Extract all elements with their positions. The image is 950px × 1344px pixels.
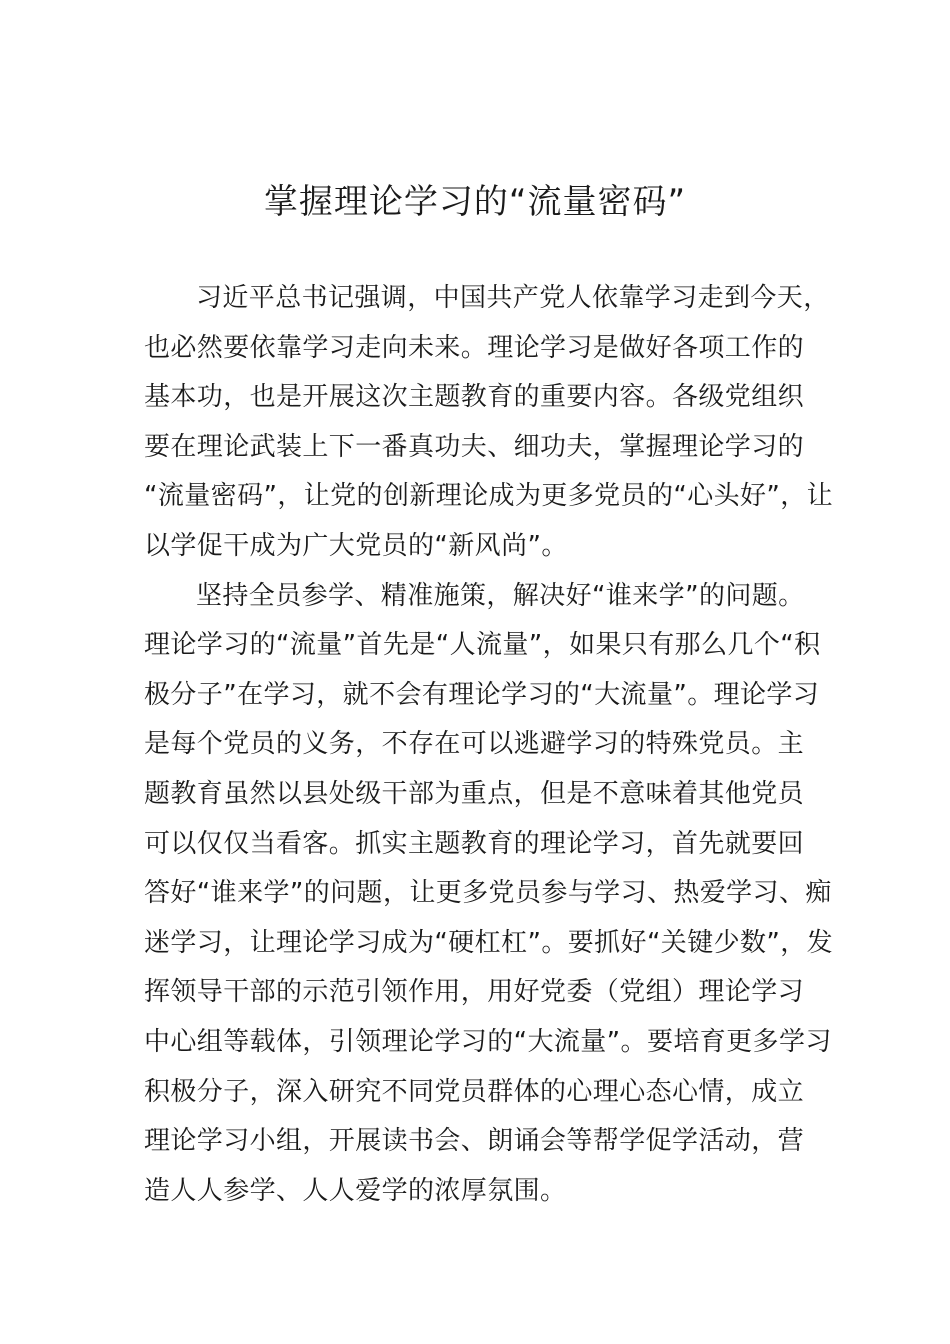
paragraph-2-line-1: 坚持全员参学、精准施策，解决好“谁来学”的问题。 [196, 580, 805, 611]
paragraph-2-line-12: 理论学习小组，开展读书会、朗诵会等帮学促学活动，营 [144, 1126, 805, 1157]
paragraph-2-line-9: 挥领导干部的示范引领作用，用好党委（党组）理论学习 [144, 977, 805, 1008]
paragraph-1-line-6: 以学促干成为广大党员的“新风尚”。 [144, 530, 568, 561]
paragraph-2-line-10: 中心组等载体，引领理论学习的“大流量”。要培育更多学习 [144, 1026, 832, 1057]
paragraph-2-line-5: 题教育虽然以县处级干部为重点，但是不意味着其他党员 [144, 778, 805, 809]
paragraph-2-line-7: 答好“谁来学”的问题，让更多党员参与学习、热爱学习、痴 [144, 878, 832, 909]
document-body [144, 274, 834, 1216]
paragraph-1-line-2: 也必然要依靠学习走向未来。理论学习是做好各项工作的 [144, 332, 805, 363]
paragraph-2-line-3: 极分子”在学习，就不会有理论学习的“大流量”。理论学习 [144, 679, 820, 710]
paragraph-2-line-8: 迷学习，让理论学习成为“硬杠杠”。要抓好“关键少数”，发 [144, 927, 834, 958]
paragraph-2-line-13: 造人人参学、人人爱学的浓厚氛围。 [144, 1175, 567, 1206]
paragraph-1-line-1: 习近平总书记强调，中国共产党人依靠学习走到今天， [196, 283, 830, 313]
paragraph-1-line-4: 要在理论武装上下一番真功夫、细功夫，掌握理论学习的 [144, 431, 805, 462]
paragraph-1-line-3: 基本功，也是开展这次主题教育的重要内容。各级党组织 [144, 382, 805, 413]
paragraph-2-line-6: 可以仅仅当看客。抓实主题教育的理论学习，首先就要回 [144, 828, 805, 859]
paragraph-2-line-2: 理论学习的“流量”首先是“人流量”，如果只有那么几个“积 [144, 630, 821, 661]
paragraph-1-line-5: “流量密码”，让党的创新理论成为更多党员的“心头好”，让 [144, 481, 834, 512]
paragraph-2-line-11: 积极分子，深入研究不同党员群体的心理心态心情，成立 [144, 1076, 805, 1107]
paragraph-2-line-4: 是每个党员的义务，不存在可以逃避学习的特殊党员。主 [144, 729, 805, 760]
document-title: 掌握理论学习的“流量密码” [263, 182, 687, 222]
